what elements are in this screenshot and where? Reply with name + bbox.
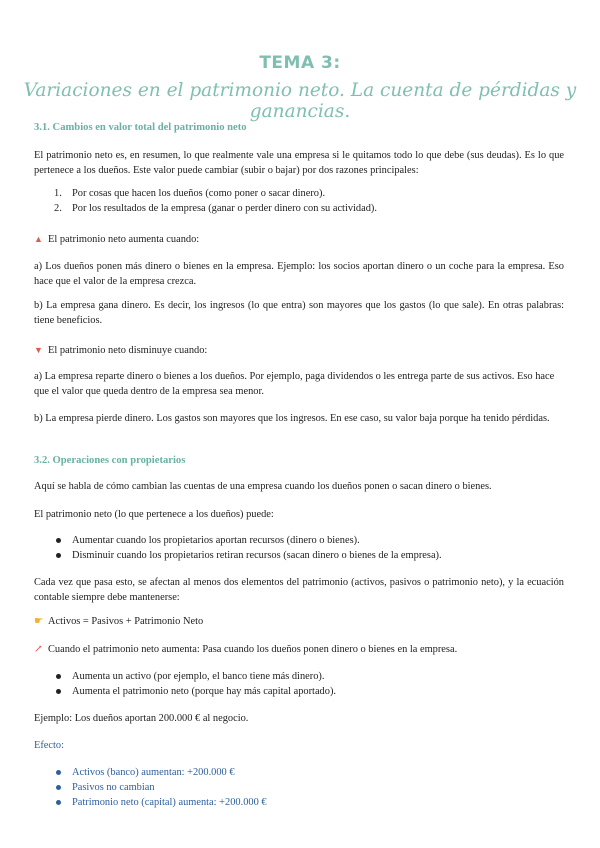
list-item-text: Activos (banco) aumentan: +200.000 € <box>72 767 235 778</box>
effect-label: Efecto: <box>34 740 64 751</box>
can-list <box>34 533 564 563</box>
chart-increasing-icon: ↗ <box>34 644 43 655</box>
list-item <box>34 780 564 795</box>
list-item-text: Aumenta un activo (por ejemplo, el banco tiene más dinero). <box>72 671 325 682</box>
section-heading-3-1: 3.1. Cambios en valor total del patrimonio neto <box>34 122 247 133</box>
bullet-icon <box>56 800 61 805</box>
list-item <box>34 201 564 216</box>
red-triangle-up-icon: ▲ <box>34 234 43 244</box>
each-time-paragraph: Cada vez que pasa esto, se afectan al menos dos elementos del patrimonio (activos, pasivos o patrimonio neto), y la ecuación contable siempre debe mantenerse: <box>34 577 564 603</box>
list-item <box>34 765 564 780</box>
list-item-text: Por cosas que hacen los dueños (como poner o sacar dinero). <box>72 188 326 199</box>
increase-line <box>34 642 564 657</box>
accounting-equation <box>34 614 564 629</box>
list-item <box>34 669 564 684</box>
bullet-icon <box>56 785 61 790</box>
decrease-heading <box>34 343 564 358</box>
tema-subtitle: Variaciones en el patrimonio neto. La cuenta de pérdidas y ganancias. <box>23 80 577 122</box>
list-item <box>34 186 564 201</box>
list-item <box>34 795 564 810</box>
list-item-text: Pasivos no cambian <box>72 782 155 793</box>
increase-heading-text: El patrimonio neto aumenta cuando: <box>48 234 200 245</box>
s31-intro-paragraph: El patrimonio neto es, en resumen, lo que realmente vale una empresa si le quitamos todo lo que debe (sus deudas). Es lo que pertenece a los dueños. Este valor puede cambiar (subir o bajar) por dos razones principales: <box>34 150 564 176</box>
list-item-text: Disminuir cuando los propietarios retiran recursos (sacan dinero o bienes de la empresa). <box>72 550 442 561</box>
increase-list <box>34 669 564 699</box>
list-item <box>34 533 564 548</box>
equation-text: Activos = Pasivos + Patrimonio Neto <box>48 616 204 627</box>
tema-title: TEMA 3: <box>259 53 341 73</box>
section-heading-3-2: 3.2. Operaciones con propietarios <box>34 455 186 466</box>
bullet-icon <box>56 674 61 679</box>
decrease-reason-a: a) La empresa reparte dinero o bienes a los dueños. Por ejemplo, paga dividendos o les entrega parte de sus activos. Eso hace que el valor que queda dentro de la empresa sea menor. <box>34 371 555 397</box>
list-item-text: Aumentar cuando los propietarios aportan recursos (dinero o bienes). <box>72 535 360 546</box>
pn-can-paragraph: El patrimonio neto (lo que pertenece a los dueños) puede: <box>34 509 274 520</box>
list-item <box>34 684 564 699</box>
decrease-reason-b: b) La empresa pierde dinero. Los gastos son mayores que los ingresos. En ese caso, su valor baja porque ha tenido pérdidas. <box>34 413 550 424</box>
list-item-text: Patrimonio neto (capital) aumenta: +200.000 € <box>72 797 267 808</box>
list-item-text: Aumenta el patrimonio neto (porque hay más capital aportado). <box>72 686 337 697</box>
effect-list <box>34 765 564 810</box>
pointing-hand-icon: ☛ <box>34 616 44 627</box>
list-item <box>34 548 564 563</box>
s32-intro-paragraph: Aquí se habla de cómo cambian las cuentas de una empresa cuando los dueños ponen o sacan dinero o bienes. <box>34 481 492 492</box>
list-item-text: Por los resultados de la empresa (ganar o perder dinero con su actividad). <box>72 203 377 214</box>
bullet-icon <box>56 553 61 558</box>
example-paragraph: Ejemplo: Los dueños aportan 200.000 € al negocio. <box>34 713 249 724</box>
increase-line-text: Cuando el patrimonio neto aumenta: Pasa cuando los dueños ponen dinero o bienes en la empresa. <box>48 644 458 655</box>
list-number: 2. <box>54 203 62 214</box>
red-triangle-down-icon: ▼ <box>34 345 43 355</box>
increase-reason-a: a) Los dueños ponen más dinero o bienes en la empresa. Ejemplo: los socios aportan dinero o un coche para la empresa. Eso hace que el valor de la empresa crezca. <box>34 261 564 287</box>
reasons-list <box>34 186 564 216</box>
bullet-icon <box>56 689 61 694</box>
increase-reason-b: b) La empresa gana dinero. Es decir, los ingresos (lo que entra) son mayores que los gastos (lo que sale). En otras palabras: tiene beneficios. <box>34 300 564 326</box>
bullet-icon <box>56 770 61 775</box>
bullet-icon <box>56 538 61 543</box>
list-number: 1. <box>54 188 62 199</box>
decrease-heading-text: El patrimonio neto disminuye cuando: <box>48 345 208 356</box>
increase-heading <box>34 232 564 247</box>
